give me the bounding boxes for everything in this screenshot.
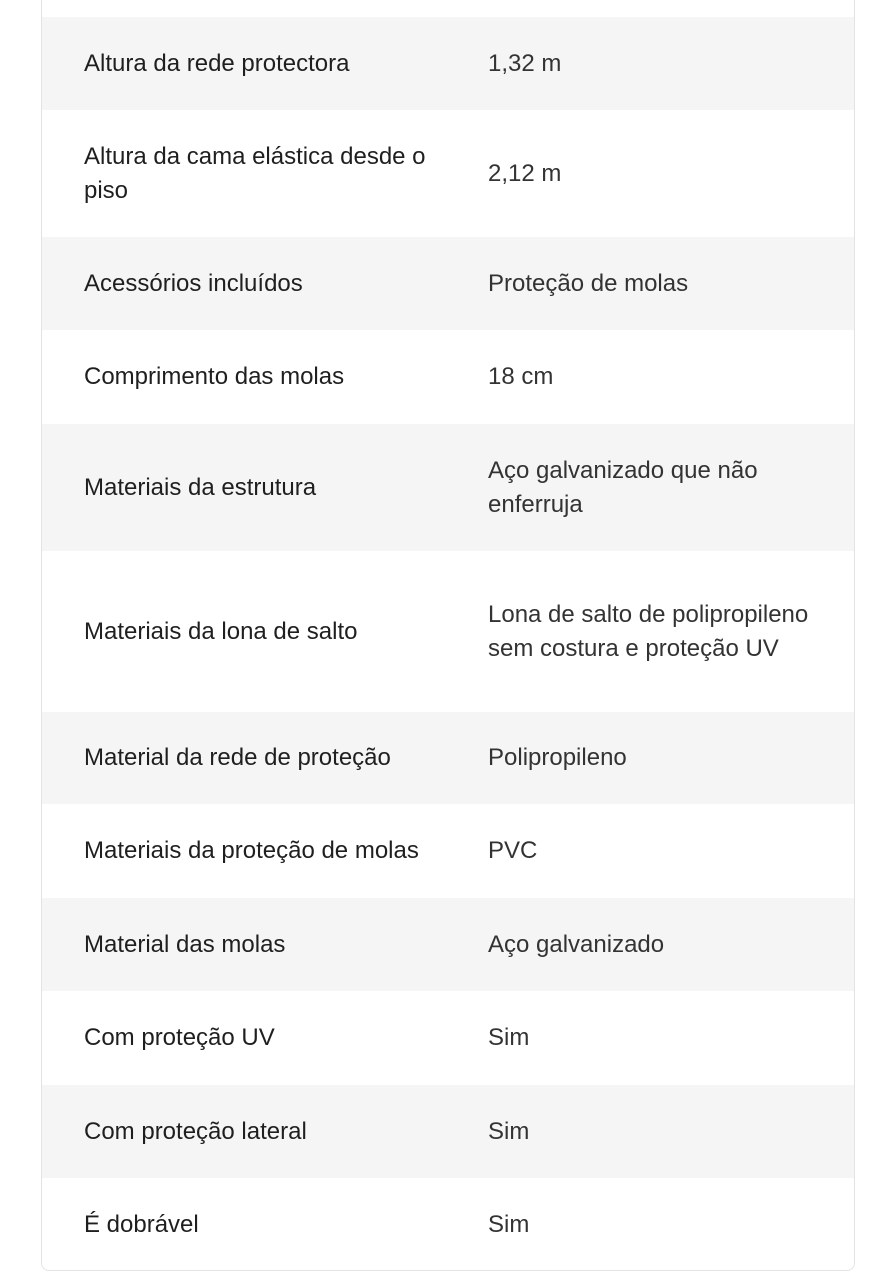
spec-value: 2,12 m [488,159,562,187]
spec-value: Lona de salto de polipropileno sem costura e proteção UV [488,600,809,662]
spec-value: 1,32 m [488,49,562,77]
spec-label: Com proteção UV [84,1024,275,1051]
spec-label: Materiais da lona de salto [84,617,358,645]
spec-label: Material da rede de proteção [84,744,391,771]
spec-value: Aço galvanizado que não enferruja [488,456,758,518]
spec-value: Sim [488,1211,530,1238]
spec-label: Materiais da estrutura [84,473,317,501]
spec-row [42,898,854,991]
spec-value: Proteção de molas [488,269,689,297]
spec-row [42,110,854,237]
spec-value: Sim [488,1117,530,1145]
spec-value: PVC [488,837,538,864]
spec-row [42,237,854,330]
spec-row [42,712,854,804]
spec-row [42,424,854,551]
spec-value: 18 cm [488,363,554,390]
spec-row [42,991,854,1085]
spec-value: Sim [488,1024,530,1051]
spec-label: Altura da rede protectora [84,49,350,77]
spec-value: Polipropileno [488,744,627,771]
spec-label: Com proteção lateral [84,1117,307,1145]
spec-row [42,1178,854,1271]
spec-label: Material das molas [84,930,286,958]
spec-label: Acessórios incluídos [84,269,303,297]
spec-row [42,330,854,424]
spec-label: É dobrável [84,1211,199,1238]
spec-row [42,551,854,712]
spec-row [42,804,854,898]
spec-value: Aço galvanizado [488,930,665,958]
specs-card [41,0,855,1271]
spec-row [42,1085,854,1178]
spec-label: Comprimento das molas [84,363,345,390]
spec-label: Materiais da proteção de molas [84,837,419,864]
spec-label: Altura da cama elástica desde o piso [84,142,426,204]
spec-row [42,17,854,110]
specs-table [42,17,854,1271]
